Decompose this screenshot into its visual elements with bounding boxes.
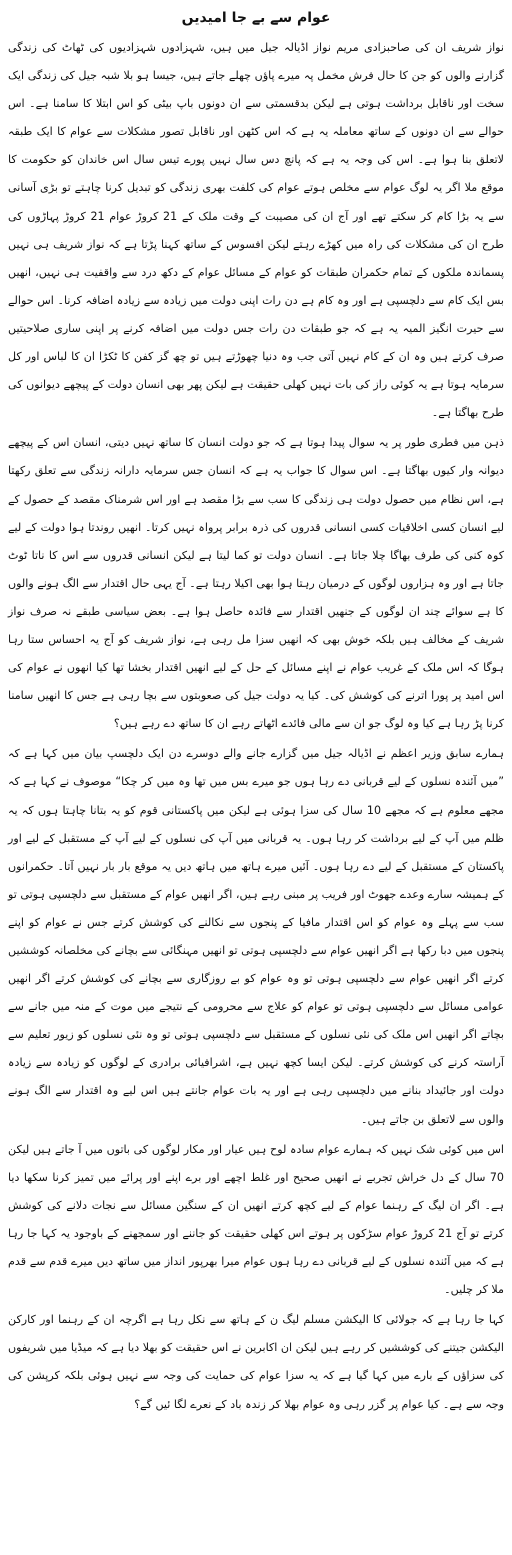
article-page: [8, 6, 504, 1549]
article-paragraph-5: کہا جا رہا ہے کہ جولائی کا الیکشن مسلم لیگ ن کے ہاتھ سے نکل رہا ہے اگرچہ ان کے رہنما اور کارکن الیکشن جیتنے کی کوششیں کر رہے ہیں لیکن ان اکابرین نے اس حقیقت کو بھلا دیا ہے کہ میڈیا میں شریفوں کی سزاؤں کے بارے میں کہا گیا ہے کہ یہ سزا عوام کی حمایت کی وجہ سے نہیں ہوئی بلکہ کرپشن کی وجہ سے ہے۔ کیا عوام پر گزر رہی وہ عوام بھلا کر زندہ باد کے نعرے لگا ئیں گے؟: [8, 1313, 504, 1411]
article-paragraph-2: ذہن میں فطری طور پر یہ سوال پیدا ہوتا ہے کہ جو دولت انسان کا ساتھ نہیں دیتی، انسان اس کے پیچھے دیوانہ وار کیوں بھاگتا ہے۔ اس سوال کا جواب یہ ہے کہ انسان جس سرمایہ دارانہ زندگی سے تعلق رکھتا ہے، اس نظام میں حصول دولت ہی زندگی کا سب سے بڑا مقصد ہے اور اس شرمناک مقصد کے حصول کے لیے انسان کسی اخلاقیات کسی انسانی قدروں کی ذرہ برابر پرواہ نہیں کرتا۔ انھیں روندتا ہوا دولت کے لیے کوہ کنی کی طرف بھاگا چلا جاتا ہے۔ انسان دولت تو کما لیتا ہے لیکن انسانی قدروں سے اس کا ناتا ٹوٹ جاتا ہے اور وہ ہزاروں لوگوں کے درمیان رہتا ہوا بھی اکیلا رہتا ہے۔ آج یہی حال اقتدار سے الگ ہونے والوں کا ہے سوائے چند ان لوگوں کے جنھیں اقتدار سے فائدہ حاصل ہوا ہے۔ بعض سیاسی طبقے نہ صرف نواز شریف کے مخالف ہیں بلکہ خوش بھی کہ انھیں سزا مل رہی ہے، نواز شریف کو آج یہ احساس ستا رہا ہوگا کہ اس ملک کے غریب عوام نے اپنے مسائل کے حل کے لیے انھیں اقتدار بخشا تھا کیا انھوں نے عوام کی اس امید پر پورا اترنے کی کوشش کی۔ کیا یہ دولت جیل کی صعوبتوں سے بچا رہی ہے جس کا انھیں سامنا کرنا پڑ رہا ہے کیا وہ لوگ جو ان سے مالی فائدے اٹھاتے رہے ان کا ساتھ دے رہے ہیں؟: [8, 436, 504, 731]
article-paragraph-3: ہمارے سابق وزیر اعظم نے اڈیالہ جیل میں گزارے جانے والے دوسرے دن ایک دلچسپ بیان میں کہا ہے کہ ”میں آئندہ نسلوں کے لیے قربانی دے رہا ہوں جو میرے بس میں تھا وہ میں کر چکا“ موصوف نے کہا ہے کہ مجھے معلوم ہے کہ مجھے 10 سال کی سزا ہوئی ہے لیکن میں پاکستانی قوم کو یہ بتانا چاہتا ہوں کہ یہ ظلم میں آپ کے لیے برداشت کر رہا ہوں۔ یہ قربانی میں آپ کی نسلوں کے لیے آپ کے مستقبل کے لیے اور پاکستان کے مستقبل کے لیے دے رہا ہوں۔ آئیں میرے ہاتھ میں ہاتھ دیں یہ موقع بار بار نہیں آتا۔ حکمرانوں کے ہمیشہ سارے وعدے جھوٹ اور فریب پر مبنی رہے ہیں، اگر انھیں عوام کے مستقبل سے دلچسپی ہوتی تو سب سے پہلے وہ عوام کو اس اقتدار مافیا کے پنجوں سے نکالنے کی کوشش کرتے جس نے عوام کو اپنے پنجوں میں دبا رکھا ہے اگر انھیں عوام سے دلچسپی ہوتی تو انھیں مہنگائی سے بچانے کی مخلصانہ کوششیں کرتے اگر انھیں عوام سے دلچسپی ہوتی تو وہ عوام کو بے روزگاری سے بچانے کی کوشش کرتے اگر انھیں عوامی مسائل سے دلچسپی ہوتی تو عوام کو علاج سے محرومی کے نتیجے میں موت کے منہ میں جانے سے بچاتے اگر انھیں اس ملک کی نئی نسلوں کے مستقبل سے دلچسپی ہوتی تو وہ نئی نسلوں کو زیور تعلیم سے آراستہ کرنے کی کوشش کرتے۔ لیکن ایسا کچھ نہیں ہے، اشرافیائی برادری کے لوگوں کو زیادہ سے زیادہ دولت اور جائیداد بنانے میں دلچسپی رہی ہے اور یہ بات عوام جانتے ہیں اس لیے وہ اقتدار سے الگ ہونے والوں سے لاتعلق بن جاتے ہیں۔: [8, 747, 504, 1126]
article-paragraph-4: اس میں کوئی شک نہیں کہ ہمارے عوام سادہ لوح ہیں عیار اور مکار لوگوں کی باتوں میں آ جاتے ہیں لیکن 70 سال کے دل خراش تجربے نے انھیں صحیح اور غلط اچھے اور برے اپنے اور پرائے میں تمیز کرنا سکھا دیا ہے۔ اگر ان لیگ کے رہنما عوام کے لیے کچھ کرتے انھیں ان کے سنگین مسائل سے نجات دلانے کی کوشش کرتے تو آج 21 کروڑ عوام سڑکوں پر ہوتے اس کھلی حقیقت کو جاننے اور سمجھنے کے باوجود یہ کہا جا رہا ہے کہ میں آئندہ نسلوں کے لیے قربانی دے رہا ہوں عوام میرا بھرپور انداز میں ساتھ دیں میرے قدم سے قدم ملا کر چلیں۔: [8, 1142, 504, 1297]
article-paragraph-1: نواز شریف ان کی صاحبزادی مریم نواز اڈیالہ جیل میں ہیں، شہزادوں شہزادیوں کی ٹھاٹ کی زندگی گزارنے والوں کو جن کا حال فرش مخمل پہ میرے پاؤں چھلے جاتے ہیں، جیسا ہو بلا شبہ جیل کی زندگی ایک سخت اور ناقابل برداشت ہوتی ہے لیکن بدقسمتی سے ان دونوں باپ بیٹی کو اس ابتلا کا سامنا ہے۔ اس حوالے سے ان دونوں کے ساتھ معاملہ یہ ہے کہ اس کٹھن اور ناقابل تصور مشکلات سے عوام کا ایک طبقہ لاتعلق بنا ہوا ہے۔ اس کی وجہ یہ ہے کہ پانچ دس سال نہیں پورے تیس سال اس خاندان کو حکومت کا موقع ملا اگر یہ لوگ عوام سے مخلص ہوتے عوام کی کلفت بھری زندگی کو تبدیل کرنا چاہتے تو بڑی آسانی سے یہ بڑا کام کر سکتے تھے اور آج ان کی مصیبت کے وقت ملک کے 21 کروڑ عوام 21 کروڑ پہاڑوں کی طرح ان کی مشکلات کی راہ میں کھڑے رہتے لیکن افسوس کے ساتھ کہنا پڑتا ہے کہ نواز شریف ہی نہیں پسماندہ ملکوں کے تمام حکمران طبقات کو عوام کے مسائل عوام کے دکھ درد سے واقفیت ہی نہیں، انھیں بس ایک کام سے دلچسپی ہے اور وہ کام ہے دن رات اپنی دولت میں زیادہ سے زیادہ اضافہ کرنا۔ اس حوالے سے حیرت انگیز المیہ یہ ہے کہ جو طبقات دن رات جس دولت میں اضافہ کرنے پر اپنی ساری صلاحیتیں صرف کرتے ہیں وہ ان کے کام نہیں آتی جب وہ دنیا چھوڑتے ہیں تو چھ گز کفن کا ٹکڑا ان کا لباس اور کل سرمایہ ہوتا ہے یہ کوئی راز کی بات نہیں کھلی حقیقت ہے لیکن پھر بھی انسان دولت کے پیچھے دیوانوں کی طرح بھاگتا ہے۔: [8, 41, 504, 420]
article-title: عوام سے بے جا امیدیں: [181, 10, 331, 26]
